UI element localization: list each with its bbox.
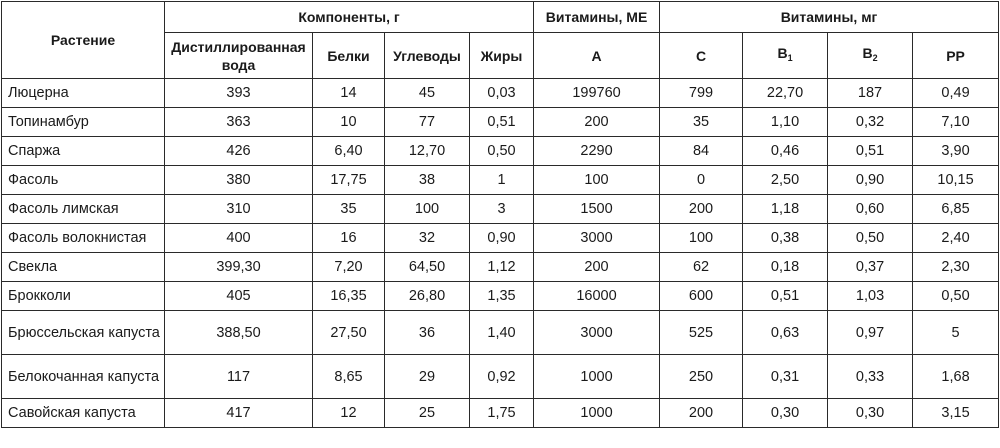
cell-fats: 1,75	[470, 399, 534, 428]
cell-vit-pp: 2,40	[913, 224, 999, 253]
cell-carbs: 12,70	[385, 137, 470, 166]
cell-plant: Белокочанная капуста	[2, 355, 165, 399]
cell-vit-c: 0	[660, 166, 743, 195]
cell-vit-pp: 6,85	[913, 195, 999, 224]
cell-vit-a: 200	[534, 108, 660, 137]
cell-protein: 16	[313, 224, 385, 253]
header-vit-b2	[828, 33, 913, 79]
table-row	[2, 311, 999, 355]
cell-carbs: 25	[385, 399, 470, 428]
cell-carbs: 100	[385, 195, 470, 224]
cell-water: 399,30	[165, 253, 313, 282]
cell-vit-b1: 0,30	[743, 399, 828, 428]
cell-vit-a: 199760	[534, 79, 660, 108]
cell-vit-b2: 0,97	[828, 311, 913, 355]
header-vit-c: С	[660, 33, 743, 79]
cell-plant: Фасоль волокнистая	[2, 224, 165, 253]
cell-vit-c: 200	[660, 399, 743, 428]
cell-vit-b2: 0,50	[828, 224, 913, 253]
cell-plant: Брюссельская капуста	[2, 311, 165, 355]
cell-protein: 10	[313, 108, 385, 137]
header-vit-b2-letter: В	[862, 45, 873, 61]
cell-vit-c: 600	[660, 282, 743, 311]
table-row	[2, 399, 999, 428]
cell-fats: 0,90	[470, 224, 534, 253]
header-components: Компоненты, г	[165, 2, 534, 33]
cell-vit-a: 1000	[534, 399, 660, 428]
cell-water: 393	[165, 79, 313, 108]
cell-plant: Свекла	[2, 253, 165, 282]
cell-carbs: 77	[385, 108, 470, 137]
cell-vit-b2: 0,32	[828, 108, 913, 137]
cell-vit-b2: 0,90	[828, 166, 913, 195]
cell-plant: Савойская капуста	[2, 399, 165, 428]
header-plant: Растение	[2, 2, 165, 79]
cell-fats: 1,12	[470, 253, 534, 282]
cell-vit-b2: 1,03	[828, 282, 913, 311]
cell-vit-c: 35	[660, 108, 743, 137]
cell-carbs: 29	[385, 355, 470, 399]
table-row	[2, 253, 999, 282]
cell-carbs: 64,50	[385, 253, 470, 282]
cell-protein: 17,75	[313, 166, 385, 195]
cell-plant: Топинамбур	[2, 108, 165, 137]
cell-vit-b2: 0,51	[828, 137, 913, 166]
cell-fats: 0,51	[470, 108, 534, 137]
cell-vit-a: 16000	[534, 282, 660, 311]
cell-water: 426	[165, 137, 313, 166]
cell-carbs: 45	[385, 79, 470, 108]
cell-protein: 6,40	[313, 137, 385, 166]
cell-vit-b1: 0,63	[743, 311, 828, 355]
cell-vit-b1: 22,70	[743, 79, 828, 108]
cell-vit-pp: 5	[913, 311, 999, 355]
cell-vit-c: 525	[660, 311, 743, 355]
nutrition-table	[1, 1, 999, 428]
cell-vit-pp: 1,68	[913, 355, 999, 399]
cell-vit-pp: 2,30	[913, 253, 999, 282]
cell-vit-b1: 1,10	[743, 108, 828, 137]
cell-vit-a: 1500	[534, 195, 660, 224]
table-row	[2, 137, 999, 166]
cell-vit-a: 1000	[534, 355, 660, 399]
header-vit-b1	[743, 33, 828, 79]
cell-vit-c: 200	[660, 195, 743, 224]
header-vit-b1-letter: В	[777, 45, 788, 61]
table-row	[2, 166, 999, 195]
cell-water: 405	[165, 282, 313, 311]
cell-water: 363	[165, 108, 313, 137]
cell-vit-c: 250	[660, 355, 743, 399]
cell-protein: 27,50	[313, 311, 385, 355]
table-row	[2, 195, 999, 224]
table-row	[2, 224, 999, 253]
cell-protein: 7,20	[313, 253, 385, 282]
header-vit-b1-sub: 1	[787, 53, 793, 63]
cell-plant: Фасоль	[2, 166, 165, 195]
header-water: Дистиллированная вода	[165, 33, 313, 79]
cell-fats: 1	[470, 166, 534, 195]
cell-vit-b2: 0,33	[828, 355, 913, 399]
cell-plant: Спаржа	[2, 137, 165, 166]
cell-vit-pp: 10,15	[913, 166, 999, 195]
cell-fats: 0,50	[470, 137, 534, 166]
header-vit-pp: РР	[913, 33, 999, 79]
cell-water: 417	[165, 399, 313, 428]
header-vit-a: А	[534, 33, 660, 79]
cell-fats: 0,03	[470, 79, 534, 108]
cell-vit-pp: 7,10	[913, 108, 999, 137]
cell-vit-b1: 0,51	[743, 282, 828, 311]
cell-vit-b1: 1,18	[743, 195, 828, 224]
header-fats: Жиры	[470, 33, 534, 79]
cell-water: 117	[165, 355, 313, 399]
cell-vit-b1: 2,50	[743, 166, 828, 195]
cell-fats: 1,35	[470, 282, 534, 311]
header-carbs: Углеводы	[385, 33, 470, 79]
header-vitamins-me: Витамины, МЕ	[534, 2, 660, 33]
header-vit-b2-sub: 2	[872, 53, 878, 63]
cell-vit-b2: 0,37	[828, 253, 913, 282]
cell-vit-b2: 0,30	[828, 399, 913, 428]
cell-plant: Фасоль лимская	[2, 195, 165, 224]
cell-protein: 35	[313, 195, 385, 224]
cell-vit-pp: 3,15	[913, 399, 999, 428]
cell-fats: 0,92	[470, 355, 534, 399]
header-vitamins-mg: Витамины, мг	[660, 2, 999, 33]
cell-vit-a: 2290	[534, 137, 660, 166]
cell-vit-c: 799	[660, 79, 743, 108]
table-row	[2, 355, 999, 399]
cell-vit-c: 100	[660, 224, 743, 253]
cell-fats: 3	[470, 195, 534, 224]
table-row	[2, 108, 999, 137]
header-row-groups	[2, 2, 999, 33]
cell-vit-a: 100	[534, 166, 660, 195]
cell-water: 380	[165, 166, 313, 195]
cell-protein: 8,65	[313, 355, 385, 399]
cell-vit-c: 84	[660, 137, 743, 166]
cell-water: 310	[165, 195, 313, 224]
cell-vit-pp: 3,90	[913, 137, 999, 166]
table-row	[2, 79, 999, 108]
cell-vit-b2: 187	[828, 79, 913, 108]
cell-vit-a: 200	[534, 253, 660, 282]
cell-protein: 14	[313, 79, 385, 108]
cell-plant: Брокколи	[2, 282, 165, 311]
cell-vit-a: 3000	[534, 311, 660, 355]
cell-plant: Люцерна	[2, 79, 165, 108]
cell-fats: 1,40	[470, 311, 534, 355]
cell-vit-b1: 0,18	[743, 253, 828, 282]
cell-vit-b1: 0,31	[743, 355, 828, 399]
cell-vit-a: 3000	[534, 224, 660, 253]
cell-carbs: 38	[385, 166, 470, 195]
cell-protein: 16,35	[313, 282, 385, 311]
table-row	[2, 282, 999, 311]
cell-water: 400	[165, 224, 313, 253]
cell-carbs: 26,80	[385, 282, 470, 311]
cell-water: 388,50	[165, 311, 313, 355]
header-protein: Белки	[313, 33, 385, 79]
cell-protein: 12	[313, 399, 385, 428]
cell-vit-c: 62	[660, 253, 743, 282]
cell-vit-b1: 0,38	[743, 224, 828, 253]
cell-vit-b2: 0,60	[828, 195, 913, 224]
cell-vit-b1: 0,46	[743, 137, 828, 166]
cell-vit-pp: 0,50	[913, 282, 999, 311]
cell-carbs: 32	[385, 224, 470, 253]
cell-vit-pp: 0,49	[913, 79, 999, 108]
cell-carbs: 36	[385, 311, 470, 355]
